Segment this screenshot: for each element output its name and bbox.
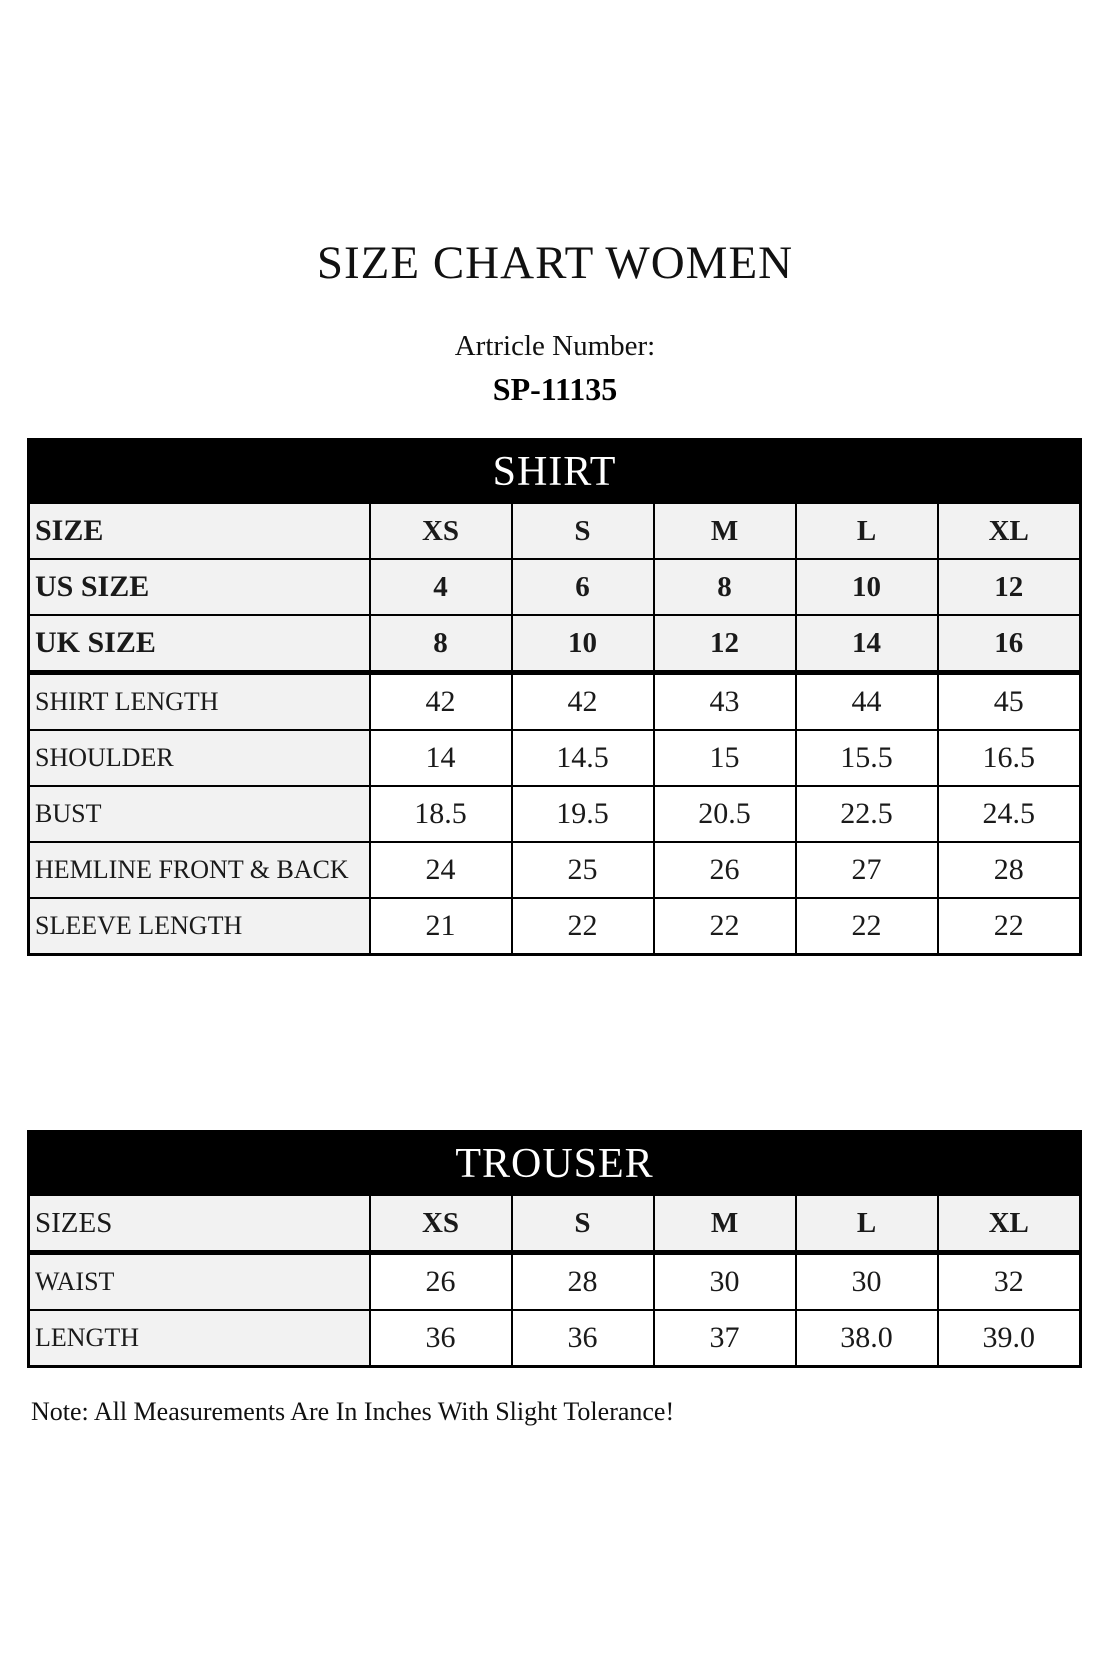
row-label-cell: WAIST	[29, 1253, 370, 1311]
value-cell: S	[512, 1195, 654, 1253]
value-cell: 10	[512, 615, 654, 673]
value-cell: 28	[938, 842, 1081, 898]
table-row	[29, 615, 1081, 673]
value-cell: 19.5	[512, 786, 654, 842]
value-cell: 14	[796, 615, 938, 673]
value-cell: 30	[654, 1253, 796, 1311]
article-number-value: SP-11135	[492, 371, 618, 407]
value-cell: L	[796, 1195, 938, 1253]
value-cell: 6	[512, 559, 654, 615]
trouser-table-banner: TROUSER	[29, 1132, 1081, 1196]
value-cell: 43	[654, 673, 796, 731]
value-cell: 22	[796, 898, 938, 955]
value-cell: 24.5	[938, 786, 1081, 842]
value-cell: 21	[370, 898, 512, 955]
value-cell: M	[654, 1195, 796, 1253]
row-label-cell: US SIZE	[29, 559, 370, 615]
value-cell: 8	[654, 559, 796, 615]
table-row	[29, 1195, 1081, 1253]
value-cell: M	[654, 503, 796, 559]
value-cell: 14	[370, 730, 512, 786]
value-cell: S	[512, 503, 654, 559]
value-cell: 22	[654, 898, 796, 955]
value-cell: 36	[370, 1310, 512, 1367]
row-label-cell: SIZES	[29, 1195, 370, 1253]
value-cell: 24	[370, 842, 512, 898]
value-cell: 22	[938, 898, 1081, 955]
value-cell: 16	[938, 615, 1081, 673]
value-cell: 37	[654, 1310, 796, 1367]
table-row	[29, 730, 1081, 786]
value-cell: 26	[370, 1253, 512, 1311]
value-cell: 30	[796, 1253, 938, 1311]
page-title: SIZE CHART WOMEN	[316, 237, 794, 289]
row-label-cell: SHIRT LENGTH	[29, 673, 370, 731]
value-cell: L	[796, 503, 938, 559]
value-cell: 20.5	[654, 786, 796, 842]
value-cell: 45	[938, 673, 1081, 731]
value-cell: 42	[370, 673, 512, 731]
article-number-label: Artricle Number:	[454, 330, 656, 362]
row-label-cell: UK SIZE	[29, 615, 370, 673]
table-row	[29, 1253, 1081, 1311]
trouser-size-table	[27, 1130, 1082, 1368]
value-cell: 39.0	[938, 1310, 1081, 1367]
measurement-note: Note: All Measurements Are In Inches With Slight Tolerance!	[31, 1397, 675, 1426]
value-cell: XS	[370, 1195, 512, 1253]
value-cell: 27	[796, 842, 938, 898]
value-cell: 42	[512, 673, 654, 731]
value-cell: 14.5	[512, 730, 654, 786]
table-row	[29, 786, 1081, 842]
table-row	[29, 842, 1081, 898]
value-cell: 25	[512, 842, 654, 898]
value-cell: 44	[796, 673, 938, 731]
table-row	[29, 898, 1081, 955]
row-label-cell: SIZE	[29, 503, 370, 559]
table-banner-row	[29, 440, 1081, 504]
table-row	[29, 503, 1081, 559]
row-label-cell: HEMLINE FRONT & BACK	[29, 842, 370, 898]
row-label-cell: SHOULDER	[29, 730, 370, 786]
value-cell: XS	[370, 503, 512, 559]
value-cell: 32	[938, 1253, 1081, 1311]
value-cell: 26	[654, 842, 796, 898]
value-cell: 28	[512, 1253, 654, 1311]
value-cell: 8	[370, 615, 512, 673]
value-cell: 15	[654, 730, 796, 786]
value-cell: 16.5	[938, 730, 1081, 786]
value-cell: 22.5	[796, 786, 938, 842]
value-cell: 22	[512, 898, 654, 955]
value-cell: 12	[938, 559, 1081, 615]
row-label-cell: BUST	[29, 786, 370, 842]
row-label-cell: LENGTH	[29, 1310, 370, 1367]
row-label-cell: SLEEVE LENGTH	[29, 898, 370, 955]
value-cell: XL	[938, 1195, 1081, 1253]
value-cell: 15.5	[796, 730, 938, 786]
shirt-table-banner: SHIRT	[29, 440, 1081, 504]
table-row	[29, 559, 1081, 615]
table-row	[29, 673, 1081, 731]
value-cell: 38.0	[796, 1310, 938, 1367]
value-cell: 18.5	[370, 786, 512, 842]
table-row	[29, 1310, 1081, 1367]
table-banner-row	[29, 1132, 1081, 1196]
value-cell: 36	[512, 1310, 654, 1367]
value-cell: 4	[370, 559, 512, 615]
value-cell: 10	[796, 559, 938, 615]
value-cell: 12	[654, 615, 796, 673]
shirt-size-table	[27, 438, 1082, 956]
value-cell: XL	[938, 503, 1081, 559]
